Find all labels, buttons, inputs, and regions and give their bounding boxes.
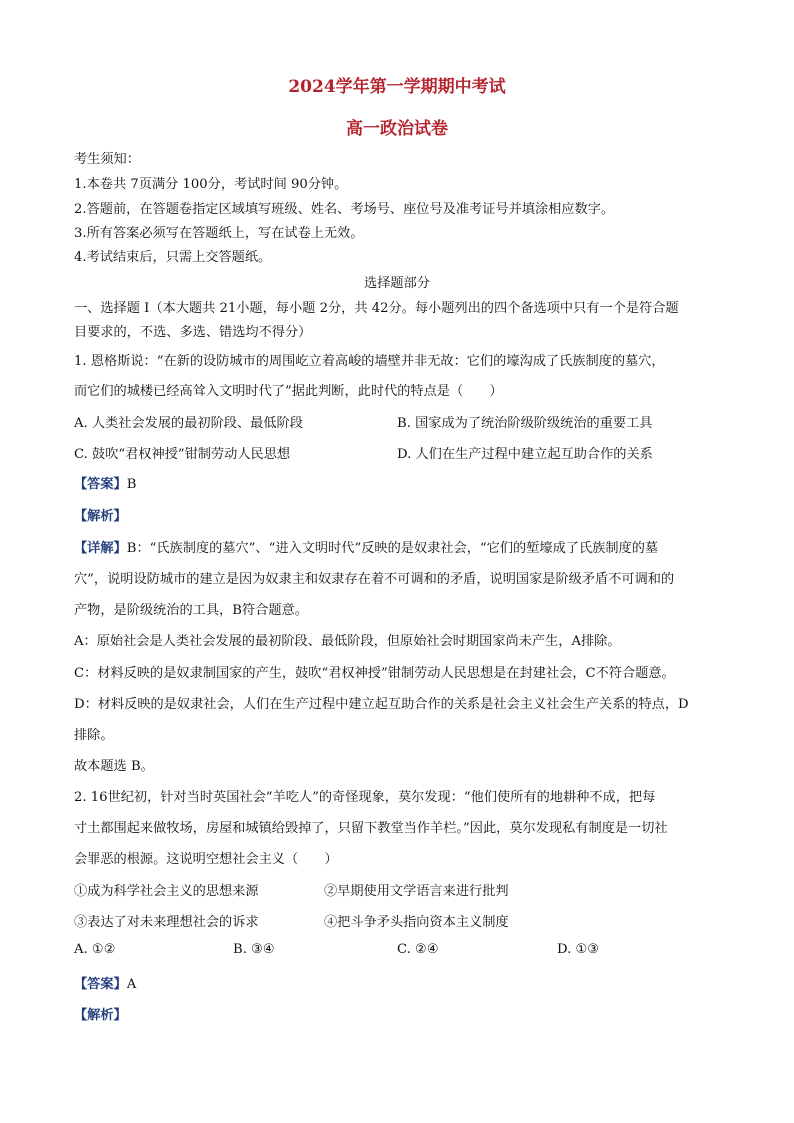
analysis-tag: 【解析】 xyxy=(74,509,127,524)
q1-stem-line-2: 而它们的城楼已经高耸入文明时代了”据此判断，此时代的特点是（ ） xyxy=(74,384,503,399)
q1-detail-line-6: D：材料反映的是奴隶社会，人们在生产过程中建立起互助合作的关系是社会主义社会生产关系的特点，D xyxy=(74,697,689,712)
section-intro-line-1: 一、选择题 I（本大题共 21小题，每小题 2分，共 42分。每小题列出的四个备选项中只有一个是符合题 xyxy=(74,301,679,316)
notice-item-3: 3.所有答案必须写在答题纸上，写在试卷上无效。 xyxy=(74,226,364,241)
q2-stem-line-3: 会罪恶的根源。这说明空想社会主义（ ） xyxy=(74,852,338,867)
detail-text: B：“氏族制度的墓穴”、“进入文明时代”反映的是奴隶社会，“它们的堑壕成了氏族制度的墓 xyxy=(126,541,659,556)
q1-detail-line-3: 产物，是阶级统治的工具，B符合题意。 xyxy=(74,603,308,618)
q2-option-c: C. ②④ xyxy=(397,942,439,957)
q1-detail-line-2: 穴”，说明设防城市的建立是因为奴隶主和奴隶存在着不可调和的矛盾，说明国家是阶级矛盾不可调和的 xyxy=(74,572,675,587)
notice-item-4: 4.考试结束后，只需上交答题纸。 xyxy=(74,250,272,265)
q1-stem-line-1: 1. 恩格斯说：“在新的设防城市的周围屹立着高峻的墙壁并非无故：它们的壕沟成了氏族制度的墓穴， xyxy=(74,354,665,369)
notice-item-1: 1.本卷共 7页满分 100分，考试时间 90分钟。 xyxy=(74,177,348,192)
q1-answer xyxy=(74,473,136,492)
detail-tag: 【详解】 xyxy=(74,541,127,556)
notice-heading: 考生须知： xyxy=(74,152,140,167)
q2-item-4: ④把斗争矛头指向资本主义制度 xyxy=(324,915,509,930)
analysis-tag: 【解析】 xyxy=(74,1008,127,1023)
answer-tag: 【答案】 xyxy=(74,477,127,492)
q2-item-2: ②早期使用文学语言来进行批判 xyxy=(324,884,509,899)
paper-subtitle: 高一政治试卷 xyxy=(346,119,448,139)
q2-answer xyxy=(74,973,136,992)
q1-analysis-tag xyxy=(74,505,127,524)
q1-option-d: D. 人们在生产过程中建立起互助合作的关系 xyxy=(397,447,653,462)
exam-title: 2024学年第一学期期中考试 xyxy=(288,77,506,97)
q1-detail-line-1 xyxy=(74,537,658,556)
section-intro-line-2: 目要求的，不选、多选、错选均不得分） xyxy=(74,325,312,340)
answer-tag: 【答案】 xyxy=(74,977,127,992)
answer-value: B xyxy=(126,477,137,492)
q2-stem-line-2: 寸土都围起来做牧场，房屋和城镇给毁掉了，只留下教堂当作羊栏。”因此，莫尔发现私有制度是一切社 xyxy=(74,821,668,836)
q2-item-1: ①成为科学社会主义的思想来源 xyxy=(74,884,259,899)
q2-option-b: B. ③④ xyxy=(233,942,275,957)
notice-item-2: 2.答题前，在答题卷指定区域填写班级、姓名、考场号、座位号及准考证号并填涂相应数字。 xyxy=(74,202,615,217)
answer-value: A xyxy=(126,977,137,992)
q2-item-3: ③表达了对未来理想社会的诉求 xyxy=(74,915,259,930)
q2-stem-line-1: 2. 16世纪初，针对当时英国社会“羊吃人”的奇怪现象，莫尔发现：“他们使所有的地耕种不成，把每 xyxy=(74,790,656,805)
q2-option-d: D. ①③ xyxy=(557,942,600,957)
q1-detail-line-8: 故本题选 B。 xyxy=(74,759,154,774)
section-heading: 选择题部分 xyxy=(364,276,430,291)
q2-analysis-tag xyxy=(74,1004,127,1023)
q1-detail-line-4: A：原始社会是人类社会发展的最初阶段、最低阶段，但原始社会时期国家尚未产生，A排除。 xyxy=(74,634,621,649)
q1-option-b: B. 国家成为了统治阶级阶级统治的重要工具 xyxy=(397,416,653,431)
q1-detail-line-5: C：材料反映的是奴隶制国家的产生，鼓吹“君权神授”钳制劳动人民思想是在封建社会，C不符合题意。 xyxy=(74,666,675,681)
q1-detail-line-7: 排除。 xyxy=(74,728,114,743)
q2-option-a: A. ①② xyxy=(74,942,116,957)
q1-option-a: A. 人类社会发展的最初阶段、最低阶段 xyxy=(74,416,303,431)
q1-option-c: C. 鼓吹“君权神授”钳制劳动人民思想 xyxy=(74,447,291,462)
